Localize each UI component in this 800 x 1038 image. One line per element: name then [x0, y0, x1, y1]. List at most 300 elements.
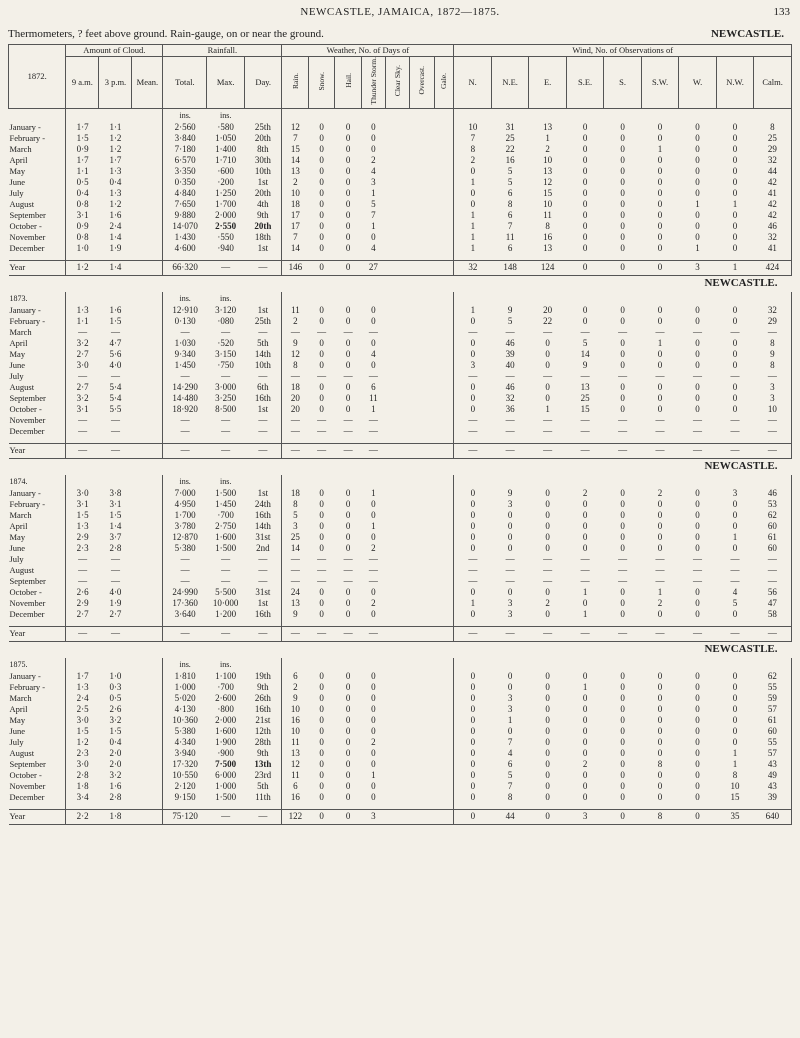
table-cell: 0 [582, 315, 588, 326]
table-cell: 0 [582, 780, 588, 791]
table-row [9, 360, 792, 371]
table-cell [410, 770, 434, 781]
table-cell: 9 [293, 608, 298, 619]
table-cell: 0 [319, 165, 324, 176]
table-cell: 11 [291, 769, 300, 780]
table-cell: 3·1 [76, 498, 89, 509]
table-cell: 0 [582, 220, 588, 231]
table-cell: — [244, 426, 282, 437]
table-cell: 2 [293, 681, 298, 692]
table-cell: 0 [582, 714, 588, 725]
table-cell: — [468, 326, 478, 337]
table-cell: 61 [754, 715, 792, 726]
table-cell: 59 [754, 693, 792, 704]
table-cell: 2·7 [76, 608, 89, 619]
table-cell: 7·180 [174, 143, 196, 154]
table-cell: — [754, 443, 792, 458]
table-cell: — [505, 370, 515, 381]
table-cell: 0 [371, 509, 376, 520]
table-cell [434, 122, 454, 133]
table-cell: 9 [754, 349, 792, 360]
table-cell: 16 [543, 231, 553, 242]
table-cell [386, 543, 410, 554]
table-cell: 0 [507, 681, 513, 692]
table-cell [434, 704, 454, 715]
table-cell: 32 [754, 305, 792, 316]
table-cell: 0 [582, 725, 588, 736]
table-cell: 1 [582, 681, 588, 692]
table-cell [386, 809, 410, 824]
table-cell: 5 [507, 176, 513, 187]
table-cell: 0 [319, 791, 324, 802]
table-cell: 42 [754, 199, 792, 210]
table-cell [386, 338, 410, 349]
table-cell: 0 [371, 791, 376, 802]
table-cell: ·200 [217, 176, 234, 187]
table-cell: 0 [620, 586, 625, 597]
table-row [9, 565, 792, 576]
table-cell: 55 [754, 682, 792, 693]
table-cell: 0 [695, 304, 700, 315]
table-cell: 5·5 [109, 403, 122, 414]
table-cell [434, 393, 454, 404]
table-cell [132, 210, 163, 221]
table-cell: 2 [371, 542, 376, 553]
table-cell: 0·350 [174, 176, 196, 187]
table-cell [132, 626, 163, 641]
table-cell: — [368, 553, 378, 564]
table-cell [641, 658, 678, 671]
table-cell: 0 [319, 132, 324, 143]
table-cell [282, 292, 308, 305]
table-cell: — [505, 414, 515, 425]
table-cell: 0 [345, 198, 351, 209]
table-cell: — [730, 425, 740, 436]
table-cell: — [543, 414, 553, 425]
table-cell [410, 809, 434, 824]
table-cell [386, 443, 410, 458]
table-cell: 4 [371, 348, 376, 359]
table-cell [132, 199, 163, 210]
table-cell: — [730, 414, 740, 425]
table-cell [386, 682, 410, 693]
table-cell: 0 [319, 703, 324, 714]
month-label: September [9, 759, 66, 770]
table-cell [410, 360, 434, 371]
table-cell: 6·000 [215, 769, 237, 780]
table-cell: 2 [293, 176, 298, 187]
table-cell: 0 [657, 381, 663, 392]
table-cell: — [580, 414, 590, 425]
column-header: N.W. [716, 57, 753, 109]
table-cell [410, 565, 434, 576]
table-cell: 10th [244, 360, 282, 371]
table-cell: — [180, 370, 190, 381]
table-cell [410, 626, 434, 641]
table-cell [282, 658, 308, 671]
table-cell [604, 658, 641, 671]
month-label: May [9, 349, 66, 360]
table-cell: — [505, 326, 515, 337]
table-cell: 57 [754, 704, 792, 715]
month-label: May [9, 532, 66, 543]
table-cell: 0 [345, 520, 351, 531]
table-cell: ·700 [217, 509, 234, 520]
table-cell: 0 [582, 509, 588, 520]
weather-table [8, 44, 792, 825]
table-cell: 0 [545, 487, 550, 498]
table-cell: 1 [545, 403, 550, 414]
table-cell [410, 426, 434, 437]
table-cell: 2 [371, 154, 376, 165]
table-cell: 30th [244, 155, 282, 166]
table-cell: 1·2 [66, 260, 99, 275]
table-cell [132, 510, 163, 521]
column-header-label: Overcast. [417, 66, 427, 96]
table-cell [434, 305, 454, 316]
table-body [9, 108, 792, 824]
table-cell: — [110, 414, 120, 425]
table-cell: 2·0 [109, 758, 122, 769]
table-cell: 0 [371, 531, 376, 542]
table-row [9, 704, 792, 715]
table-cell [410, 338, 434, 349]
table-cell [386, 693, 410, 704]
table-cell: 0 [470, 531, 476, 542]
table-cell: 1st [244, 488, 282, 499]
table-cell [410, 658, 434, 671]
table-cell: 1·100 [215, 670, 237, 681]
table-cell: 0 [319, 403, 324, 414]
table-cell: 41 [754, 243, 792, 254]
table-cell: — [290, 414, 300, 425]
table-cell: — [290, 370, 300, 381]
table-cell: 0 [545, 359, 550, 370]
table-row [9, 221, 792, 232]
table-cell: 0 [345, 692, 351, 703]
table-cell: 24·990 [172, 586, 198, 597]
table-cell: 1·8 [76, 780, 89, 791]
table-cell [386, 108, 410, 122]
table-cell: — [566, 443, 603, 458]
table-cell: 62 [754, 671, 792, 682]
table-cell: 11 [369, 392, 378, 403]
table-cell: 3·0 [76, 714, 89, 725]
table-cell: — [78, 564, 88, 575]
table-cell: — [543, 326, 553, 337]
table-cell: 6 [507, 209, 513, 220]
table-cell: 0 [657, 692, 663, 703]
column-header: 3 p.m. [99, 57, 132, 109]
table-cell: 0 [345, 220, 351, 231]
table-cell: 1 [470, 304, 476, 315]
table-cell: — [361, 626, 385, 641]
table-row [9, 144, 792, 155]
table-cell: — [693, 575, 703, 586]
table-cell: 2nd [244, 543, 282, 554]
table-cell: 0 [470, 498, 476, 509]
table-cell: 0 [319, 143, 324, 154]
table-cell: 0 [657, 304, 663, 315]
table-row [9, 349, 792, 360]
table-cell [386, 781, 410, 792]
table-row [9, 382, 792, 393]
table-cell [454, 658, 491, 671]
table-cell: 46 [505, 337, 515, 348]
table-cell [434, 499, 454, 510]
table-cell: — [78, 425, 88, 436]
table-cell [386, 243, 410, 254]
table-cell: 0 [470, 791, 476, 802]
table-cell: — [317, 564, 327, 575]
table-cell: — [343, 564, 353, 575]
month-label: January - [9, 671, 66, 682]
table-cell: 8th [244, 144, 282, 155]
table-cell: — [491, 626, 528, 641]
table-cell [99, 292, 132, 305]
table-cell: 0 [345, 403, 351, 414]
table-cell [132, 770, 163, 781]
table-cell [99, 658, 132, 671]
table-cell: 3·7 [109, 531, 122, 542]
table-cell: 13 [290, 165, 300, 176]
table-cell: 0 [620, 121, 625, 132]
table-cell: 9 [293, 337, 298, 348]
table-cell: 0 [620, 315, 625, 326]
table-cell [132, 671, 163, 682]
table-cell: — [244, 554, 282, 565]
table-cell: — [343, 425, 353, 436]
table-cell: 0 [620, 154, 625, 165]
table-cell [434, 292, 454, 305]
table-cell: 1 [657, 586, 663, 597]
table-cell: 6 [293, 780, 298, 791]
table-cell: — [221, 425, 231, 436]
month-label: July [9, 188, 66, 199]
table-cell: 1·5 [76, 509, 89, 520]
table-row [9, 693, 792, 704]
table-cell: 0 [657, 220, 663, 231]
table-cell: 8 [545, 220, 550, 231]
table-cell [410, 393, 434, 404]
table-cell: 0 [345, 509, 351, 520]
table-cell: 0 [582, 209, 588, 220]
month-label: December [9, 426, 66, 437]
table-cell: 3·1 [76, 403, 89, 414]
year-total-label: Year [9, 626, 66, 641]
table-cell: 0 [319, 747, 324, 758]
table-cell: 0 [582, 198, 588, 209]
table-cell: — [180, 414, 190, 425]
table-cell: 0 [470, 725, 476, 736]
month-label: January - [9, 122, 66, 133]
cloud-group-header: Amount of Cloud. [66, 45, 163, 57]
table-cell: 0 [695, 231, 700, 242]
table-cell: 0 [620, 597, 625, 608]
table-cell [434, 488, 454, 499]
table-cell: 1·500 [215, 542, 237, 553]
table-cell [132, 349, 163, 360]
table-cell: 5·380 [174, 542, 196, 553]
table-cell: 3·0 [76, 359, 89, 370]
table-cell: 9·340 [174, 348, 196, 359]
table-cell: 43 [754, 781, 792, 792]
table-cell [386, 565, 410, 576]
table-cell: 0 [582, 132, 588, 143]
table-cell: — [110, 564, 120, 575]
table-cell: 0 [695, 509, 700, 520]
table-cell: 0 [620, 498, 625, 509]
table-cell: — [505, 564, 515, 575]
table-cell [410, 243, 434, 254]
table-cell: 2·000 [215, 209, 237, 220]
table-cell: 0 [345, 337, 351, 348]
table-cell: 11 [291, 304, 300, 315]
table-cell: 0 [732, 154, 738, 165]
table-cell [410, 792, 434, 803]
table-cell: 0 [319, 231, 324, 242]
table-cell: 46 [754, 488, 792, 499]
table-cell: 0 [657, 531, 663, 542]
table-cell: 0 [657, 681, 663, 692]
table-cell: 0 [470, 392, 476, 403]
table-cell [132, 809, 163, 824]
table-cell: 0 [545, 758, 550, 769]
table-cell: 0 [345, 132, 351, 143]
table-cell: 0 [620, 509, 625, 520]
table-cell: 0·130 [174, 315, 196, 326]
month-label: June [9, 543, 66, 554]
table-cell: — [543, 564, 553, 575]
table-cell: — [343, 370, 353, 381]
table-cell: 0 [657, 736, 663, 747]
table-cell: 0 [545, 670, 550, 681]
table-row [9, 338, 792, 349]
table-cell: 0 [470, 403, 476, 414]
table-cell: 26th [244, 693, 282, 704]
table-cell: 3·1 [76, 209, 89, 220]
table-cell: 0 [695, 791, 700, 802]
table-cell: 25 [580, 392, 590, 403]
table-cell: 1·4 [99, 260, 132, 275]
table-cell: 10 [543, 198, 553, 209]
table-cell [434, 382, 454, 393]
table-cell: 7·500 [215, 758, 237, 769]
table-cell: 2 [657, 597, 663, 608]
table-cell [434, 155, 454, 166]
table-cell: 0 [620, 608, 625, 619]
table-cell: 2·750 [215, 520, 237, 531]
table-cell: — [580, 553, 590, 564]
table-cell: 0 [732, 692, 738, 703]
table-cell: 3 [507, 692, 513, 703]
table-cell: 17 [290, 209, 300, 220]
table-cell [335, 658, 361, 671]
table-row [9, 393, 792, 404]
table-cell: 0 [345, 487, 351, 498]
table-cell: 62 [754, 510, 792, 521]
table-cell [361, 108, 385, 122]
month-label: December [9, 243, 66, 254]
table-cell: 0 [620, 747, 625, 758]
table-cell: 25 [505, 132, 515, 143]
table-cell [132, 415, 163, 426]
table-cell: 9 [507, 304, 513, 315]
table-cell: 0 [657, 359, 663, 370]
table-cell: 0 [732, 509, 738, 520]
month-label: November [9, 415, 66, 426]
table-cell: 31 [505, 121, 515, 132]
table-cell: 53 [754, 499, 792, 510]
table-cell: — [618, 425, 628, 436]
table-cell: — [221, 564, 231, 575]
column-header: Calm. [754, 57, 792, 109]
table-cell: 1 [371, 769, 376, 780]
table-cell [132, 565, 163, 576]
table-cell [754, 475, 792, 488]
table-cell [386, 598, 410, 609]
month-label: October - [9, 221, 66, 232]
table-cell: 0·9 [76, 143, 89, 154]
table-row [9, 499, 792, 510]
section-station-row [9, 641, 792, 658]
table-cell [434, 199, 454, 210]
table-cell: 0 [371, 608, 376, 619]
table-cell: 3 [507, 498, 513, 509]
subtitle-row [8, 26, 792, 46]
table-cell [132, 726, 163, 737]
table-cell: 0 [345, 608, 351, 619]
table-cell: 0 [695, 209, 700, 220]
table-cell [679, 108, 716, 122]
year-total-label: Year [9, 443, 66, 458]
table-cell: 1 [716, 260, 753, 275]
table-cell: — [290, 326, 300, 337]
table-cell: 0 [582, 154, 588, 165]
wind-group-header: Wind, No. of Observations of [454, 45, 792, 57]
table-cell: — [505, 553, 515, 564]
table-cell [99, 475, 132, 488]
table-cell: 0 [695, 403, 700, 414]
table-cell [386, 488, 410, 499]
table-cell: 2·7 [76, 348, 89, 359]
table-cell [410, 543, 434, 554]
table-cell: 8 [507, 791, 513, 802]
table-cell: 1 [371, 403, 376, 414]
table-cell: 8 [732, 769, 738, 780]
table-cell: 1·2 [109, 143, 122, 154]
table-cell: 3 [754, 393, 792, 404]
table-cell: — [335, 626, 361, 641]
table-cell: 0 [582, 747, 588, 758]
section-station-row [9, 275, 792, 292]
table-cell: 0 [582, 597, 588, 608]
table-cell: 7 [293, 231, 298, 242]
table-cell: 0 [545, 703, 550, 714]
table-cell [434, 792, 454, 803]
table-cell: 0 [604, 260, 641, 275]
table-cell: 0 [371, 337, 376, 348]
table-cell [434, 693, 454, 704]
column-header: Day. [244, 57, 282, 109]
table-cell: — [580, 575, 590, 586]
table-cell: 0 [657, 403, 663, 414]
table-cell: 14 [580, 348, 590, 359]
table-cell: 1·2 [109, 132, 122, 143]
table-cell: 18 [290, 487, 300, 498]
table-cell: 7 [293, 132, 298, 143]
table-row [9, 759, 792, 770]
